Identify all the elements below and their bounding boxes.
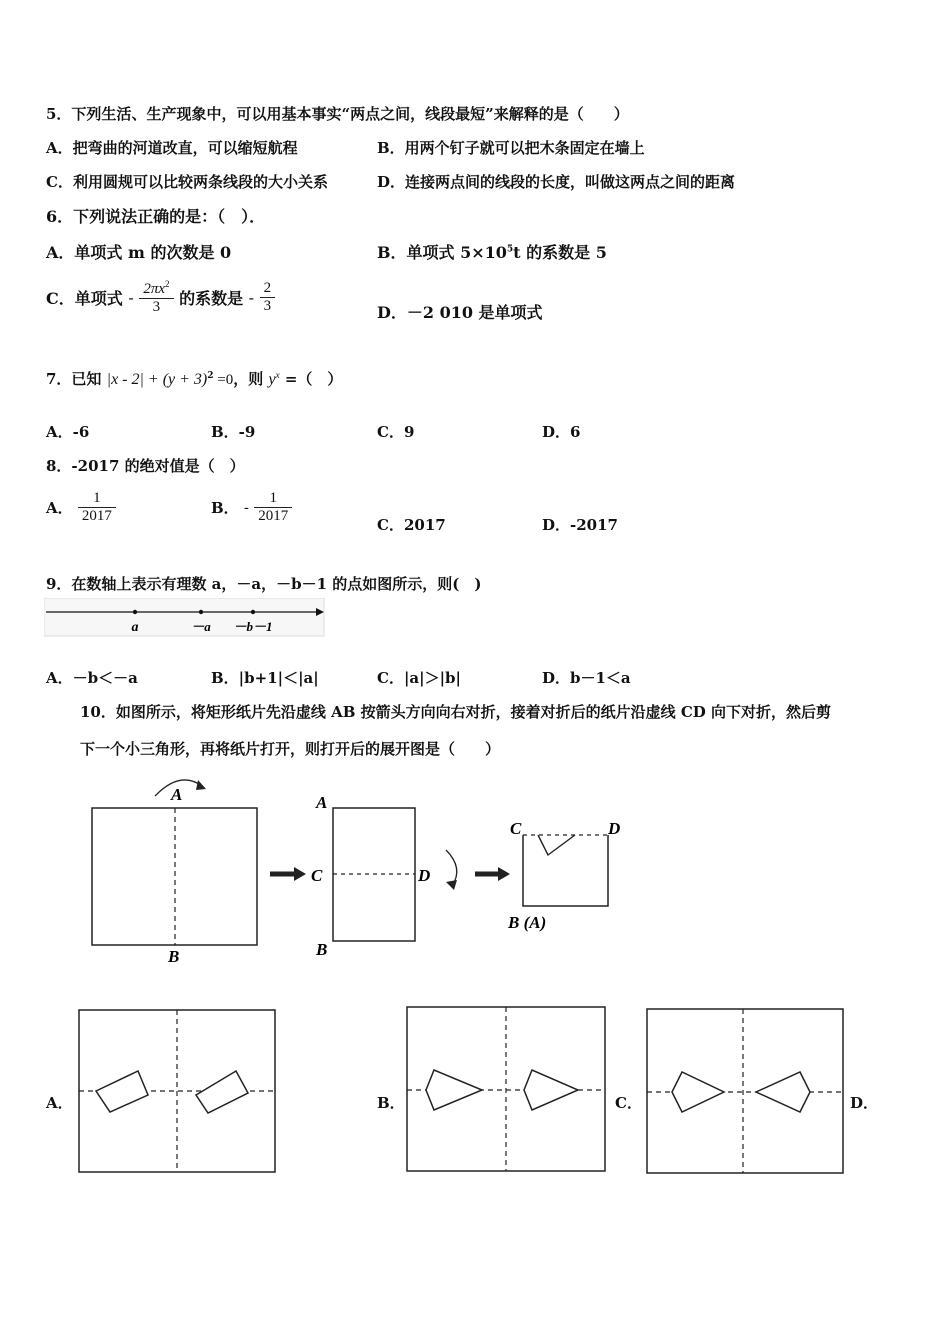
- q10-option-a-label[interactable]: A．: [46, 1094, 73, 1112]
- q8-option-d[interactable]: D．-2017: [542, 516, 618, 534]
- q7-option-c[interactable]: C．9: [377, 423, 415, 441]
- q10-option-a-figure[interactable]: [78, 1009, 278, 1175]
- axis-point-neg-b-1: [251, 610, 255, 614]
- q9-option-b[interactable]: B．|b+1|＜|a|: [211, 669, 319, 687]
- q6-b-pre: B．单项式 5×10: [377, 243, 507, 262]
- q6-option-a[interactable]: A．单项式 m 的次数是 0: [46, 243, 232, 262]
- q6-c-fraction: [139, 279, 173, 316]
- q6-c-den2: 3: [263, 298, 272, 314]
- q7-option-b[interactable]: B．-9: [211, 423, 256, 441]
- q6-c-fraction2: [260, 280, 276, 315]
- q9-option-a[interactable]: A．－b＜－a: [46, 669, 138, 687]
- q7-equation: |x - 2| + (y + 3): [106, 371, 208, 388]
- q5-option-d[interactable]: D．连接两点间的线段的长度，叫做这两点之间的距离: [377, 173, 736, 191]
- q6-c-neg2: -: [248, 288, 255, 307]
- q7-tail: =（ ）: [279, 370, 343, 388]
- q7-stem: [46, 368, 342, 389]
- q8-b-fraction: [254, 490, 292, 525]
- q7-x-exp: x: [275, 370, 280, 380]
- q6-c-num: 2πx: [143, 281, 165, 297]
- q6-b-post: t 的系数是 5: [513, 243, 607, 262]
- fig-label-c2: C: [510, 819, 522, 838]
- q10-option-c-label[interactable]: C．: [615, 1094, 642, 1112]
- q8-a-label: A．: [46, 499, 73, 517]
- q7-stem-pre: 7．已知: [46, 370, 102, 388]
- q10-folding-diagram: [80, 768, 640, 968]
- q6-c-mid: 的系数是: [179, 289, 244, 308]
- q10-option-c-figure[interactable]: [646, 1008, 846, 1176]
- q8-a-num: 1: [78, 490, 116, 508]
- q9-stem: 9．在数轴上表示有理数 a，－a，－b－1 的点如图所示，则( ): [46, 575, 482, 593]
- fig-label-a: A: [171, 785, 183, 804]
- q6-c-num2: 2: [260, 280, 276, 298]
- fig-label-a2: A: [316, 793, 328, 812]
- q7-y: y: [268, 371, 276, 388]
- q5-option-b[interactable]: B．用两个钉子就可以把木条固定在墙上: [377, 139, 645, 157]
- q5-option-a[interactable]: A．把弯曲的河道改直，可以缩短航程: [46, 139, 298, 157]
- q6-option-b[interactable]: [377, 240, 607, 263]
- q8-b-label: B．: [211, 499, 239, 517]
- fig-label-b2: B: [316, 940, 328, 959]
- q8-a-den: 2017: [81, 508, 112, 524]
- q9-number-line: [44, 598, 326, 640]
- q8-stem: 8．-2017 的绝对值是（ ）: [46, 457, 245, 475]
- q10-option-d-label[interactable]: D．: [850, 1094, 879, 1112]
- fig-label-d2: D: [608, 819, 621, 838]
- q6-option-d[interactable]: D．－2 010 是单项式: [377, 303, 543, 322]
- q8-option-c[interactable]: C．2017: [377, 516, 446, 534]
- q10-option-b-label[interactable]: B．: [377, 1094, 405, 1112]
- q6-option-c[interactable]: [46, 279, 275, 316]
- q7-option-a[interactable]: A．-6: [46, 423, 90, 441]
- q10-stem-line1: 10．如图所示，将矩形纸片先沿虚线 AB 按箭头方向向右对折，接着对折后的纸片沿虚线 CD 向下对折，然后剪: [80, 703, 832, 721]
- q6-c-den: 3: [152, 299, 161, 315]
- q6-stem: 6．下列说法正确的是：（ ）．: [46, 207, 266, 226]
- axis-label-neg-a: －a: [191, 619, 211, 634]
- q7-then: ，则: [233, 370, 264, 388]
- fig-label-d: D: [418, 866, 431, 885]
- q6-c-pre: C．单项式: [46, 289, 123, 308]
- q10-option-b-figure[interactable]: [406, 1006, 608, 1174]
- axis-point-neg-a: [199, 610, 203, 614]
- q7-eq-exp: 2: [207, 371, 214, 381]
- q8-option-a[interactable]: [46, 490, 116, 525]
- axis-label-neg-b-1: －b－1: [233, 619, 273, 634]
- q10-stem-line2: 下一个小三角形，再将纸片打开，则打开后的展开图是（ ）: [80, 740, 501, 758]
- fig-label-ba: B (A): [508, 913, 547, 932]
- axis-point-a: [133, 610, 137, 614]
- q8-a-fraction: [78, 490, 116, 525]
- q9-option-d[interactable]: D．b－1＜a: [542, 669, 631, 687]
- q8-option-b[interactable]: [211, 490, 292, 525]
- q5-stem: 5．下列生活、生产现象中，可以用基本事实“两点之间，线段最短”来解释的是（ ）: [46, 105, 629, 123]
- q9-option-c[interactable]: C．|a|＞|b|: [377, 669, 461, 687]
- q7-eq-post: =0: [213, 372, 234, 388]
- q6-c-neg: -: [128, 288, 134, 307]
- q6-b-exp: 5: [506, 244, 514, 255]
- axis-label-a: a: [131, 620, 139, 635]
- q7-option-d[interactable]: D．6: [542, 423, 581, 441]
- q8-b-den: 2017: [258, 508, 289, 524]
- q8-b-neg: -: [243, 498, 249, 517]
- q6-c-num-exp: 2: [165, 279, 170, 289]
- q8-b-num: 1: [254, 490, 292, 508]
- q5-option-c[interactable]: C．利用圆规可以比较两条线段的大小关系: [46, 173, 328, 191]
- fig-label-c: C: [311, 866, 323, 885]
- fig-label-b: B: [168, 947, 180, 966]
